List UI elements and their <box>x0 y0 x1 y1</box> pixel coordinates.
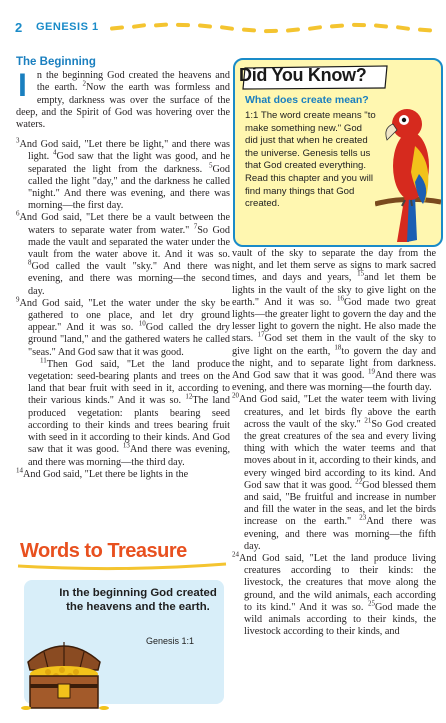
verse-14-text: And God said, "Let there be lights in the <box>23 468 189 480</box>
verse-number: 12 <box>185 393 193 402</box>
drop-cap: I <box>18 67 27 104</box>
verse-number: 8 <box>28 258 32 267</box>
verse-9-text: And God said, "Let the water under the sky be gathered to one place, and let dry ground appear." And it was so. <box>19 297 230 334</box>
verse-8-text: God called the vault "sky." And there was evening, and there was morning—the second day. <box>28 261 230 297</box>
did-you-know-title: Did You Know? <box>239 65 367 85</box>
verse-13-text: And there was evening, and there was morning—the third day. <box>28 444 231 468</box>
verse-10-text: God called the dry ground "land," and the gathered waters he called "seas." And God saw that it was good. <box>28 322 231 358</box>
verse-17-text: God set them in the vault of the sky to give light on the earth, <box>232 333 436 357</box>
verse-number: 13 <box>122 441 130 450</box>
verse-number: 16 <box>337 294 345 303</box>
verse-number: 22 <box>355 477 363 486</box>
verse-number: 10 <box>138 319 146 328</box>
verse-number: 19 <box>368 367 375 376</box>
verse-20-23 <box>232 394 436 553</box>
verse-12-text: The land produced vegetation: plants bearing seed according to their kinds and trees bearing fruit with seed in it according to their kinds. And God saw that it was good. <box>28 395 230 456</box>
treasure-chest-icon <box>18 632 110 712</box>
verse-number: 14 <box>16 466 23 475</box>
verse-19-text: And there was evening, and there was morning—the fourth day. <box>232 370 436 394</box>
verse-11-13 <box>16 356 231 469</box>
verse-number: 23 <box>359 514 367 523</box>
verse-21-text: So God created the great creatures of the sea and every living thing with which the water teems and that moves about in it, according to their kinds, and every winged bird according to its kind. And God saw that it was good. <box>244 418 436 491</box>
verse-number: 20 <box>232 392 239 401</box>
words-to-treasure-panel <box>16 536 228 716</box>
verse-4-text: God saw that the light was good, and he separated the light from the darkness. <box>28 151 230 175</box>
verse-number: 5 <box>208 161 213 170</box>
page-header <box>0 0 446 42</box>
verse-6-text: And God said, "Let there be a vault between the waters to separate water from water." <box>19 212 230 236</box>
verse-1-2 <box>16 67 230 131</box>
verse-3-5 <box>16 136 230 212</box>
verse-15-text: and let them be lights in the vault of the sky to give light on the earth." And it was so. <box>232 272 436 308</box>
verse-number: 21 <box>364 416 372 425</box>
verse-number: 2 <box>82 80 87 89</box>
verse-number: 24 <box>232 550 239 559</box>
did-you-know-subtitle: What does create mean? <box>245 94 369 106</box>
right-text-column <box>232 248 436 639</box>
verse-number: 7 <box>193 222 198 231</box>
verse-number: 11 <box>40 356 47 365</box>
verse-number: 9 <box>16 295 20 304</box>
verse-22-text: God blessed them and said, "Be fruitful and increase in number and fill the water in the seas, and let the birds increase on the earth." <box>244 479 436 528</box>
verse-25-text: God made the wild animals according to their kinds, the livestock according to their kinds, and <box>244 601 436 638</box>
verse-20-text: And God said, "Let the water teem with living creatures, and let birds fly above the earth across the vault of the sky." <box>239 394 436 430</box>
book-reference: GENESIS 1 <box>36 21 99 33</box>
verse-11-text: Then God said, "Let the land produce vegetation: seed-bearing plants and trees on the land that bear fruit with seed in it, according to their various kinds." And it was so. <box>28 358 230 407</box>
verse-9-10 <box>16 295 231 359</box>
verse-23-text: And there was evening, and there was morning—the fifth day. <box>244 516 436 552</box>
verse-24-text: And God said, "Let the land produce living creatures according to their kinds: the livestock, the creatures that move along the ground, and the wild animals, each according to its kind." And it was so. <box>239 553 436 613</box>
verse-6-8 <box>16 212 230 297</box>
verse-18-text: to govern the day and the night, and to separate light from darkness. And God saw that it was good. <box>232 345 436 382</box>
did-you-know-box <box>233 58 443 247</box>
first-paragraph <box>16 67 230 131</box>
verse-number: 15 <box>357 270 365 279</box>
verse-number: 6 <box>16 210 20 219</box>
verse-2-text: Now the earth was formless and empty, darkness was over the surface of the deep, and the Spirit of God was hovering over the waters. <box>16 82 230 131</box>
verse-14-cont <box>232 248 436 394</box>
did-you-know-text: The word create means "to make something new." God did just that when he created the universe. Genesis tells us that God created everything. Read this chapter and you will find many things that God created. <box>245 110 376 210</box>
header-dashes-decoration <box>110 14 440 42</box>
verse-3-text: And God said, "Let there be light," and there was light. <box>19 139 230 163</box>
parrot-icon <box>375 84 441 244</box>
verse-number: 17 <box>257 331 265 340</box>
verse-number: 25 <box>367 599 375 608</box>
page-number: 2 <box>15 20 23 35</box>
verse-7-text: So God made the vault and separated the water under the vault from the water above it. And it was so. <box>28 224 230 261</box>
words-to-treasure-title: Words to Treasure <box>20 540 187 562</box>
verse-5-text: God called the light "day," and the darkness he called "night." And there was evening, and there was morning—the first day. <box>28 163 230 212</box>
verse-reference: 1:1 <box>245 110 259 121</box>
scripture-quote: In the beginning God created the heavens and the earth. <box>59 587 217 613</box>
verse-number: 18 <box>334 343 342 352</box>
verse-14-continued: vault of the sky to separate the day from the night, and let them serve as signs to mark sacred times, and days and years, <box>232 248 436 284</box>
verse-1-text: n the beginning God created the heavens and the earth. <box>36 70 230 94</box>
verse-24-25 <box>232 550 436 638</box>
verse-16-text: God made two great lights—the greater light to govern the day and the lesser light to govern the night. He also made the stars. <box>232 296 436 345</box>
verse-number: 4 <box>53 149 57 158</box>
scripture-reference: Genesis 1:1 <box>146 636 195 646</box>
verse-number: 3 <box>16 136 20 145</box>
did-you-know-body <box>245 110 377 211</box>
section-heading: The Beginning <box>16 56 96 68</box>
left-text-column <box>16 56 230 481</box>
verse-14-start <box>16 466 230 481</box>
